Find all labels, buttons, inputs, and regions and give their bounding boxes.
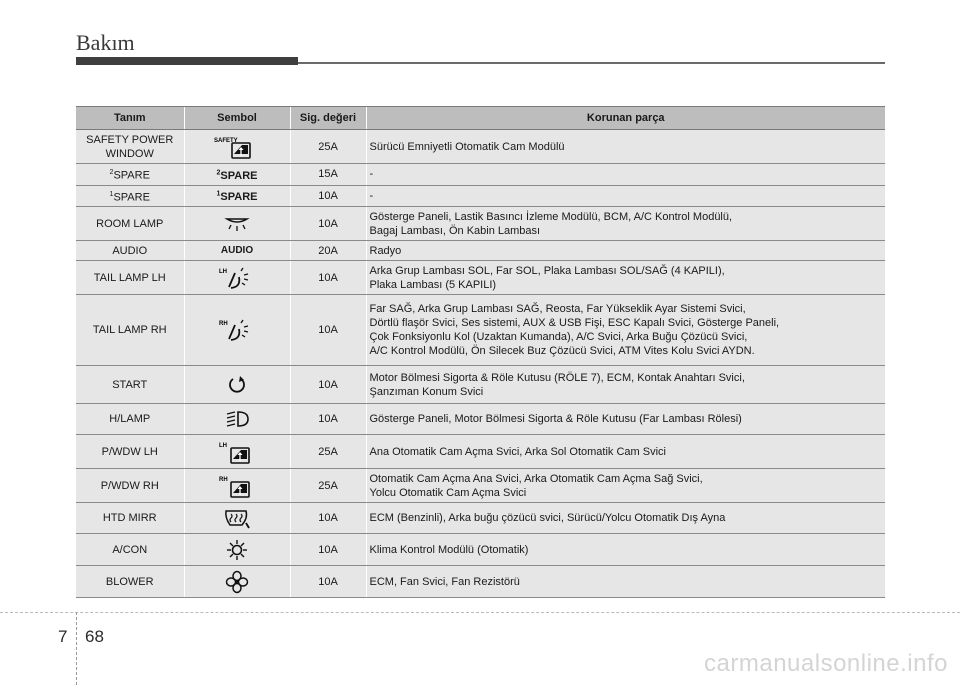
fuse-protected-parts [366, 366, 885, 404]
tail-lamp-lh-label: LH [219, 268, 227, 275]
fuse-rating: 25A [290, 435, 366, 469]
fuse-rating: 25A [290, 130, 366, 164]
fuse-name: H/LAMP [76, 404, 184, 435]
table-header-row [76, 107, 885, 130]
fuse-symbol-cell [184, 435, 290, 469]
table-row [76, 469, 885, 503]
page-header-title: Bakım [76, 30, 135, 55]
fuse-protected-parts [366, 241, 885, 261]
column-header-symbol: Sembol [184, 107, 290, 130]
protected-part-line: Arka Grup Lambası SOL, Far SOL, Plaka Lambası SOL/SAĞ (4 KAPILI), [369, 264, 725, 277]
power-window-lh-icon [215, 439, 259, 465]
table-row [76, 534, 885, 566]
spare-symbol-text: $^1$SPARE [216, 190, 258, 204]
fuse-symbol-cell [184, 130, 290, 164]
protected-part-line: A/C Kontrol Modülü, Ön Silecek Buz Çözücü Svici, ATM Vites Kolu Svici AYDN. [369, 345, 755, 358]
fuse-symbol-cell [184, 366, 290, 404]
protected-part-line: Şanzıman Konum Svici [369, 385, 484, 398]
fuse-symbol-cell [184, 261, 290, 295]
column-header-rating: Sig. değeri [290, 107, 366, 130]
fuse-name: SAFETY POWER WINDOW [76, 130, 184, 164]
fuse-symbol-cell [184, 404, 290, 435]
air-con-icon [225, 539, 249, 561]
table-row [76, 241, 885, 261]
protected-part-line: ECM, Fan Svici, Fan Rezistörü [369, 575, 520, 588]
table-row [76, 295, 885, 366]
table-row [76, 185, 885, 207]
tail-lamp-rh-label: RH [219, 321, 228, 328]
fuse-rating: 20A [290, 241, 366, 261]
fuse-rating: 10A [290, 261, 366, 295]
power-window-rh-label: RH [219, 476, 228, 483]
fuse-rating: 10A [290, 503, 366, 534]
page-number: 68 [85, 627, 104, 646]
room-lamp-icon [220, 214, 254, 234]
fuse-protected-parts [366, 503, 885, 534]
fuse-rating: 10A [290, 295, 366, 366]
fuse-protected-parts [366, 435, 885, 469]
audio-symbol-text: AUDIO [220, 245, 254, 257]
headlamp-icon [222, 408, 252, 430]
fuse-rating: 10A [290, 207, 366, 241]
fuse-name: HTD MIRR [76, 503, 184, 534]
blower-fan-icon [224, 570, 250, 594]
table-row [76, 366, 885, 404]
table-row [76, 503, 885, 534]
protected-part-line: Otomatik Cam Açma Ana Svici, Arka Otomatik Cam Açma Sağ Svici, [369, 472, 703, 485]
fuse-name: P/WDW RH [76, 469, 184, 503]
fuse-symbol-cell [184, 534, 290, 566]
safety-icon-label: SAFETY [214, 137, 238, 144]
watermark-text: carmanualsonline.info [704, 650, 948, 677]
table-row [76, 261, 885, 295]
protected-part-line: Motor Bölmesi Sigorta & Röle Kutusu (RÖLE 7), ECM, Kontak Anahtarı Svici, [369, 371, 745, 384]
fuse-name: START [76, 366, 184, 404]
fuse-protected-parts [366, 261, 885, 295]
protected-part-line: Ana Otomatik Cam Açma Svici, Arka Sol Otomatik Cam Svici [369, 445, 666, 458]
fuse-rating: 10A [290, 366, 366, 404]
column-header-name: Tanım [76, 107, 184, 130]
fuse-name: P/WDW LH [76, 435, 184, 469]
fuse-symbol-cell [184, 207, 290, 241]
fuse-table [76, 106, 885, 598]
protected-part-line: Çok Fonksiyonlu Kol (Uzaktan Kumanda), A/C Svici, Arka Buğu Çözücü Svici, [369, 331, 748, 344]
column-header-protected: Korunan parça [366, 107, 885, 130]
fuse-protected-parts [366, 469, 885, 503]
fuse-protected-parts [366, 404, 885, 435]
fuse-symbol-cell [184, 295, 290, 366]
protected-part-line: Dörtlü flaşör Svici, Ses sistemi, AUX & USB Fişi, ESC Kapalı Svici, Gösterge Paneli, [369, 317, 780, 330]
fuse-rating: 10A [290, 185, 366, 207]
footer-divider [0, 612, 960, 613]
protected-part-line: Bagaj Lambası, Ön Kabin Lambası [369, 224, 541, 237]
fuse-name: A/CON [76, 534, 184, 566]
chapter-number: 7 [58, 627, 68, 646]
fuse-name: TAIL LAMP RH [76, 295, 184, 366]
fuse-protected-parts [366, 566, 885, 598]
header-rule-thin [298, 62, 885, 64]
fuse-rating: 15A [290, 164, 366, 186]
start-icon [225, 374, 249, 396]
protected-part-line: Klima Kontrol Modülü (Otomatik) [369, 543, 529, 556]
protected-part-line: Far SAĞ, Arka Grup Lambası SAĞ, Reosta, Far Yükseklik Ayar Sistemi Svici, [369, 303, 746, 316]
fuse-rating: 10A [290, 404, 366, 435]
fuse-protected-parts [366, 164, 885, 186]
fuse-name: TAIL LAMP LH [76, 261, 184, 295]
fuse-rating: 10A [290, 534, 366, 566]
fuse-protected-parts [366, 130, 885, 164]
table-row [76, 566, 885, 598]
power-window-rh-icon [215, 473, 259, 499]
fuse-name: AUDIO [76, 241, 184, 261]
fuse-symbol-cell [184, 164, 290, 186]
fuse-rating: 10A [290, 566, 366, 598]
table-row [76, 435, 885, 469]
heated-mirror-icon [222, 507, 252, 529]
fuse-symbol-cell [184, 566, 290, 598]
fuse-symbol-cell [184, 185, 290, 207]
fuse-rating: 25A [290, 469, 366, 503]
table-row [76, 207, 885, 241]
footer-vertical-divider [76, 612, 77, 685]
fuse-name: ROOM LAMP [76, 207, 184, 241]
fuse-protected-parts [366, 534, 885, 566]
tail-lamp-rh-icon [217, 317, 257, 343]
spare-symbol-text: $^2$SPARE [216, 169, 258, 182]
protected-part-line: Gösterge Paneli, Motor Bölmesi Sigorta & Röle Kutusu (Far Lambası Rölesi) [369, 413, 742, 426]
header-rule-thick [76, 57, 298, 65]
protected-part-line: Yolcu Otomatik Cam Açma Svici [369, 486, 527, 499]
protected-part-line: Radyo [369, 244, 402, 257]
fuse-symbol-cell [184, 469, 290, 503]
protected-part-line: Plaka Lambası (5 KAPILI) [369, 278, 497, 291]
power-window-lh-label: LH [219, 442, 227, 449]
protected-part-line: Sürücü Emniyetli Otomatik Cam Modülü [369, 140, 565, 153]
protected-part-line: ECM (Benzinli), Arka buğu çözücü svici, Sürücü/Yolcu Otomatik Dış Ayna [369, 512, 726, 525]
fuse-symbol-cell [184, 503, 290, 534]
fuse-name: BLOWER [76, 566, 184, 598]
tail-lamp-lh-icon [217, 265, 257, 291]
table-row [76, 164, 885, 186]
protected-part-line: Gösterge Paneli, Lastik Basıncı İzleme Modülü, BCM, A/C Kontrol Modülü, [369, 210, 733, 223]
table-row [76, 130, 885, 164]
fuse-protected-parts [366, 295, 885, 366]
fuse-name: $^1$SPARE [76, 185, 184, 207]
table-row [76, 404, 885, 435]
fuse-name: $^2$SPARE [76, 164, 184, 186]
fuse-symbol-cell [184, 241, 290, 261]
fuse-protected-parts [366, 207, 885, 241]
safety-window-icon [212, 134, 262, 160]
protected-part-line: - [369, 168, 374, 181]
fuse-protected-parts [366, 185, 885, 207]
protected-part-line: - [369, 189, 374, 202]
